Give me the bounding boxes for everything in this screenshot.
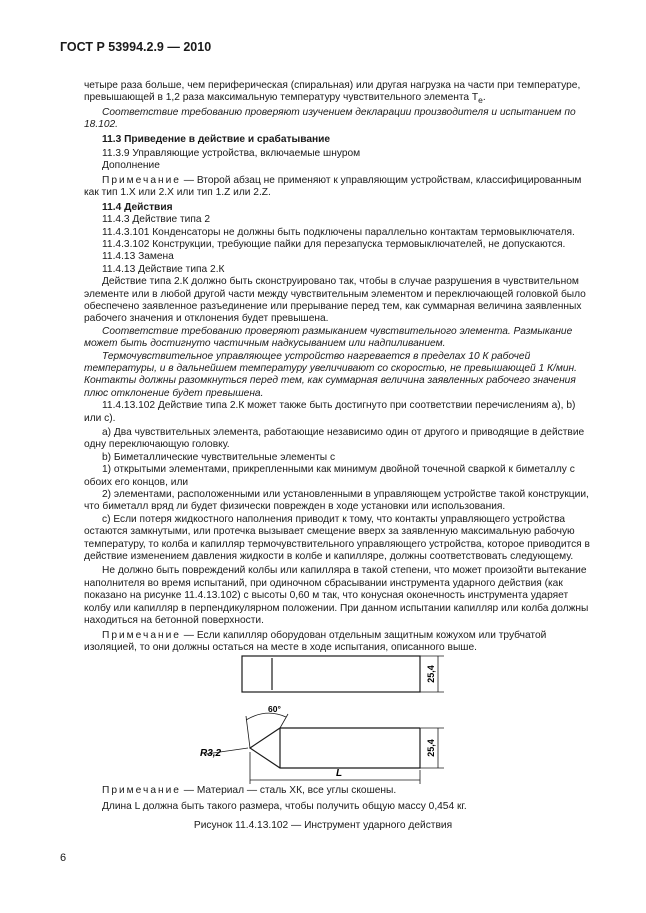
dimension-top-label: 25,4 bbox=[426, 739, 436, 757]
figure-notes bbox=[84, 784, 592, 814]
length-label: L bbox=[336, 768, 343, 779]
clause-11-4-13-102: 11.4.13.102 Действие типа 2.К может также быть достигнуто при соответствии перечислениям а), b) или с). bbox=[84, 400, 576, 424]
note-3: Примечание — Материал — сталь ХК, все углы скошены. bbox=[102, 785, 397, 796]
paragraph-check-2: Термочувствительное управляющее устройство нагревается в пределах 10 К рабочей температуры, и в дальнейшем температуру увеличивают со скоростью, не превышающей 1 К/мин. Контакты должны разомкнуться перед тем, как суммарная величина заявленных рабочего значения плюс отклонение будет превышена. bbox=[84, 350, 577, 399]
clause-11-3-9: 11.3.9 Управляющие устройства, включаемые шнуром bbox=[102, 148, 361, 160]
tool-top-view bbox=[250, 728, 420, 768]
radius-label: R3,2 bbox=[200, 748, 222, 759]
clause-11-4-3-101: 11.4.3.101 Конденсаторы не должны быть подключены параллельно контактам термовыключателя. bbox=[102, 226, 575, 238]
paragraph-continuation: четыре раза больше, чем периферическая (спиральная) или другая нагрузка на части при температуре, превышающей в 1,2 раза максимальную температуру чувствительного элемента $T_e$. bbox=[84, 80, 581, 106]
impact-tool-drawing bbox=[180, 642, 460, 792]
page-body bbox=[84, 80, 592, 654]
note-2: Примечание — Если капилляр оборудован отдельным защитным кожухом или трубчатой изоляцией, то они должны остаться на месте в ходе испытания, описанного выше. bbox=[84, 629, 547, 653]
heading-11-3: 11.3 Приведение в действие и срабатывание bbox=[102, 133, 331, 145]
tool-side-view bbox=[242, 656, 420, 692]
clause-11-4-13-action: 11.4.13 Действие типа 2.К bbox=[102, 263, 225, 275]
angle-label: 60° bbox=[268, 704, 281, 714]
paragraph-check-1: Соответствие требованию проверяют размыканием чувствительного элемента. Размыкание может быть достигнуто частичным надкусыванием или надпиливанием. bbox=[84, 325, 573, 350]
length-note: Длина L должна быть такого размера, чтобы получить общую массу 0,454 кг. bbox=[102, 801, 467, 812]
clause-11-4-3: 11.4.3 Действие типа 2 bbox=[102, 214, 211, 226]
list-item-a: а) Два чувствительных элемента, работающие независимо один от другого и приводящие в действие одну переключающую головку. bbox=[84, 427, 585, 451]
impact-tool-figure bbox=[180, 642, 460, 792]
angle-marker bbox=[246, 713, 288, 748]
figure-caption: Рисунок 11.4.13.102 — Инструмент ударного действия bbox=[193, 820, 453, 831]
paragraph-compliance: Соответствие требованию проверяют изучением декларации производителя и испытанием по 18.102. bbox=[84, 106, 576, 131]
clause-11-4-13-replace: 11.4.13 Замена bbox=[102, 251, 174, 263]
note-1: Примечание — Второй абзац не применяют к управляющим устройствам, классифицированным как тип 1.X или 2.X или тип 1.Z или 2.Z. bbox=[84, 174, 582, 199]
paragraph-damage: Не должно быть повреждений колбы или капилляра в такой степени, что может произойти вытекание наполнителя во время испытаний, при одиночном сбрасывании инструмента ударного действия (как показано на рисунке 11.4.13.102) с высоты 0,60 м так, что конусная оконечность инструмента ударяет колбу или капилляр в перпендикулярном положении. При данном испытании капилляр или колба должны находиться на бетонной поверхности. bbox=[84, 565, 589, 627]
document-header: ГОСТ Р 53994.2.9 — 2010 bbox=[60, 40, 212, 54]
dimension-side-label: 25,4 bbox=[426, 665, 436, 683]
list-item-b2: 2) элементами, расположенными или установленными в управляющем устройстве такой конструкции, что биметалл вряд ли будет физически поврежден в ходе установки или использования. bbox=[84, 489, 589, 513]
clause-11-4-3-102: 11.4.3.102 Конструкции, требующие пайки для перезапуска термовыключателей, не допускаются. bbox=[102, 238, 566, 250]
list-item-b1: 1) открытыми элементами, прикрепленными как минимум двойной точечной сваркой к биметаллу с обоих его концов, или bbox=[84, 464, 575, 488]
heading-11-4: 11.4 Действия bbox=[102, 201, 173, 213]
paragraph-action-2k: Действие типа 2.К должно быть сконструировано так, чтобы в случае разрушения в чувствительном элементе или в любой другой части между чувствительным элементом и переключающей головкой было обеспечено заявленное разъединение или прерывание перед тем, как суммарная величина заявленных рабочего значения и отклонения будет превышена. bbox=[84, 276, 586, 325]
list-item-c: с) Если потеря жидкостного наполнения приводит к тому, что контакты управляющего устройства остаются замкнутыми, или протечка вызывает смещение вверх за заявленную максимальную рабочую температуру, то колба и капилляр термочувствительного управляющего устройства, которое приводится в действие изменением давления жидкости в колбе и капилляре, должны соответствовать следующему. bbox=[84, 513, 590, 563]
addition-label: Дополнение bbox=[102, 160, 160, 172]
list-item-b: b) Биметаллические чувствительные элементы с bbox=[102, 451, 336, 463]
page-number: 6 bbox=[60, 852, 67, 864]
